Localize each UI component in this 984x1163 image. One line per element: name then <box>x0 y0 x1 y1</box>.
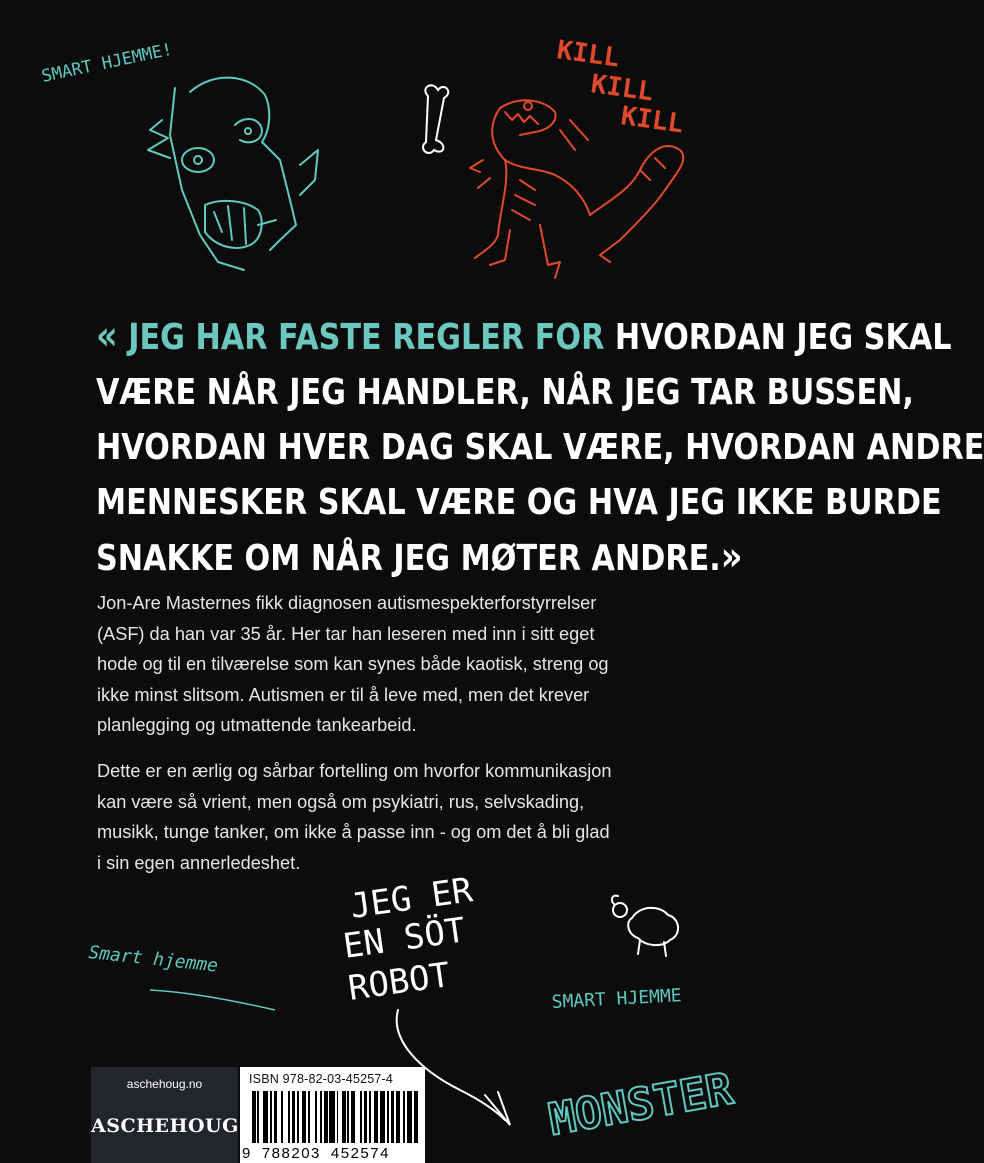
svg-text:Smart hjemme: Smart hjemme <box>87 942 220 977</box>
robot-doodle-text <box>341 870 476 1009</box>
paragraph-2-line: Dette er en ærlig og sårbar fortelling om hvorfor kommunikasjon <box>97 761 612 781</box>
barcode-box <box>240 1067 425 1163</box>
paragraph-1-line: ikke minst slitsom. Autismen er til å leve med, men det krever <box>97 684 590 705</box>
quote-line-1-text: HVORDAN JEG SKAL <box>614 317 952 358</box>
svg-text:KILL: KILL <box>619 101 686 140</box>
quote-line-2: VÆRE NÅR JEG HANDLER, NÅR JEG TAR BUSSEN, <box>96 372 914 413</box>
description-paragraph-2 <box>97 756 717 878</box>
paragraph-1-line: planlegging og utmattende tankearbeid. <box>97 715 417 735</box>
pull-quote <box>96 309 984 586</box>
teal-face-doodle <box>148 78 318 270</box>
paragraph-1-line: (ASF) da han var 35 år. Her tar han leseren med inn i sitt eget <box>97 623 595 644</box>
quote-highlight: JEG HAR FASTE REGLER FOR <box>128 317 605 358</box>
paragraph-2-line: kan være så vrient, men også om psykiatri, rus, selvskading, <box>97 791 585 812</box>
svg-text:KILL: KILL <box>555 35 622 74</box>
barcode-digit-group: 452574 <box>330 1145 390 1162</box>
svg-text:ROBOT: ROBOT <box>345 955 453 1009</box>
bottom-right-doodle-text: SMART HJEMME <box>551 985 683 1013</box>
quote-line-1 <box>96 309 952 365</box>
svg-text:JEG ER: JEG ER <box>347 870 475 927</box>
paragraph-2-line: musikk, tunge tanker, om ikke å passe inn - og om det å bli glad <box>97 822 610 842</box>
quote-open-mark: « <box>96 313 118 359</box>
bone-doodle <box>423 85 448 153</box>
barcode-bars <box>252 1091 420 1143</box>
top-left-doodle-text: SMART HJEMME! <box>39 39 175 87</box>
bottom-left-doodle <box>87 942 275 1010</box>
publisher-box <box>91 1067 238 1163</box>
barcode-digit-group: 788203 <box>261 1145 321 1162</box>
monster-doodle <box>545 1063 737 1146</box>
quote-line-4: MENNESKER SKAL VÆRE OG HVA JEG IKKE BURDE <box>96 482 942 523</box>
quote-close-mark: » <box>720 534 743 580</box>
publisher-logo: ASCHEHOUG <box>91 1115 239 1137</box>
description-paragraph-1 <box>97 588 717 741</box>
paragraph-1-line: Jon-Are Masternes fikk diagnosen autismespekterforstyrrelser <box>97 593 597 613</box>
isbn-text: ISBN 978-82-03-45257-4 <box>249 1072 394 1086</box>
svg-text:KILL: KILL <box>589 69 656 108</box>
svg-text:EN SÖT: EN SÖT <box>340 910 468 967</box>
sheep-doodle <box>612 896 678 956</box>
quote-line-3: HVORDAN HVER DAG SKAL VÆRE, HVORDAN ANDRE <box>96 427 984 468</box>
svg-text:MONSTER: MONSTER <box>545 1063 737 1146</box>
paragraph-1-line: hode og til en tilværelse som kan synes både kaotisk, streng og <box>97 654 609 674</box>
quote-line-5 <box>96 530 743 586</box>
publisher-url: aschehoug.no <box>126 1077 203 1091</box>
quote-line-5-text: SNAKKE OM NÅR JEG MØTER ANDRE. <box>96 538 721 579</box>
barcode-digits <box>242 1145 390 1162</box>
paragraph-2-line: i sin egen annerledeshet. <box>97 852 301 873</box>
barcode-bar <box>418 1091 420 1143</box>
barcode-digit-group: 9 <box>242 1145 252 1162</box>
